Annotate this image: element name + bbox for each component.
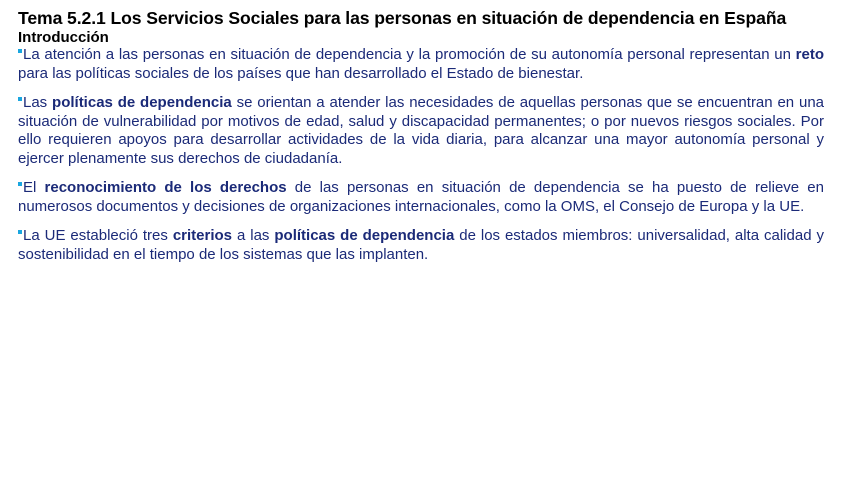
bullet-icon xyxy=(18,230,22,234)
paragraph-text: La atención a las personas en situación de dependencia y la promoción de su autonomía personal representan un xyxy=(23,46,796,63)
bullet-icon xyxy=(18,97,22,101)
paragraph-1 xyxy=(18,46,824,83)
emphasis-text: reconocimiento de los derechos xyxy=(44,179,287,196)
paragraph-text: La UE estableció tres xyxy=(23,227,173,244)
page-title: Tema 5.2.1 Los Servicios Sociales para las personas en situación de dependencia en España xyxy=(18,8,787,28)
paragraph-text: para las políticas sociales de los países que han desarrollado el Estado de bienestar. xyxy=(18,64,584,82)
paragraph-4 xyxy=(18,227,824,264)
paragraph-text: El xyxy=(23,179,45,196)
section-subtitle: Introducción xyxy=(18,29,109,46)
emphasis-text: criterios xyxy=(172,227,233,244)
paragraph-3 xyxy=(18,179,824,216)
emphasis-text: políticas de dependencia xyxy=(52,94,232,111)
slide-content xyxy=(18,7,824,275)
paragraph-text: de los estados miembros: universalidad, alta calidad y sostenibilidad en el tiempo de los sistemas que las implanten. xyxy=(18,227,824,263)
paragraph-text: se orientan a atender las necesidades de aquellas personas que se encuentran en una situación de vulnerabilidad por motivos de edad, salud y discapacidad permanentes; o por nuevos riesgos sociales. Por ello requieren apoyos para desarrollar actividades de la vida diaria, para alcanzar una mayor autonomía personal y ejercer plenamente sus derechos de ciudadanía. xyxy=(18,94,824,167)
paragraph-2 xyxy=(18,94,824,168)
emphasis-text: reto xyxy=(795,46,824,63)
bullet-icon xyxy=(18,182,22,186)
paragraph-list xyxy=(18,46,824,264)
paragraph-text: Las xyxy=(23,94,53,111)
paragraph-text: a las xyxy=(232,227,275,244)
emphasis-text: políticas de dependencia xyxy=(274,227,455,244)
paragraph-text: de las personas en situación de dependencia se ha puesto de relieve en numerosos documentos y decisiones de organizaciones internacionales, como la OMS, el Consejo de Europa y la UE. xyxy=(18,179,824,215)
bullet-icon xyxy=(18,49,22,53)
